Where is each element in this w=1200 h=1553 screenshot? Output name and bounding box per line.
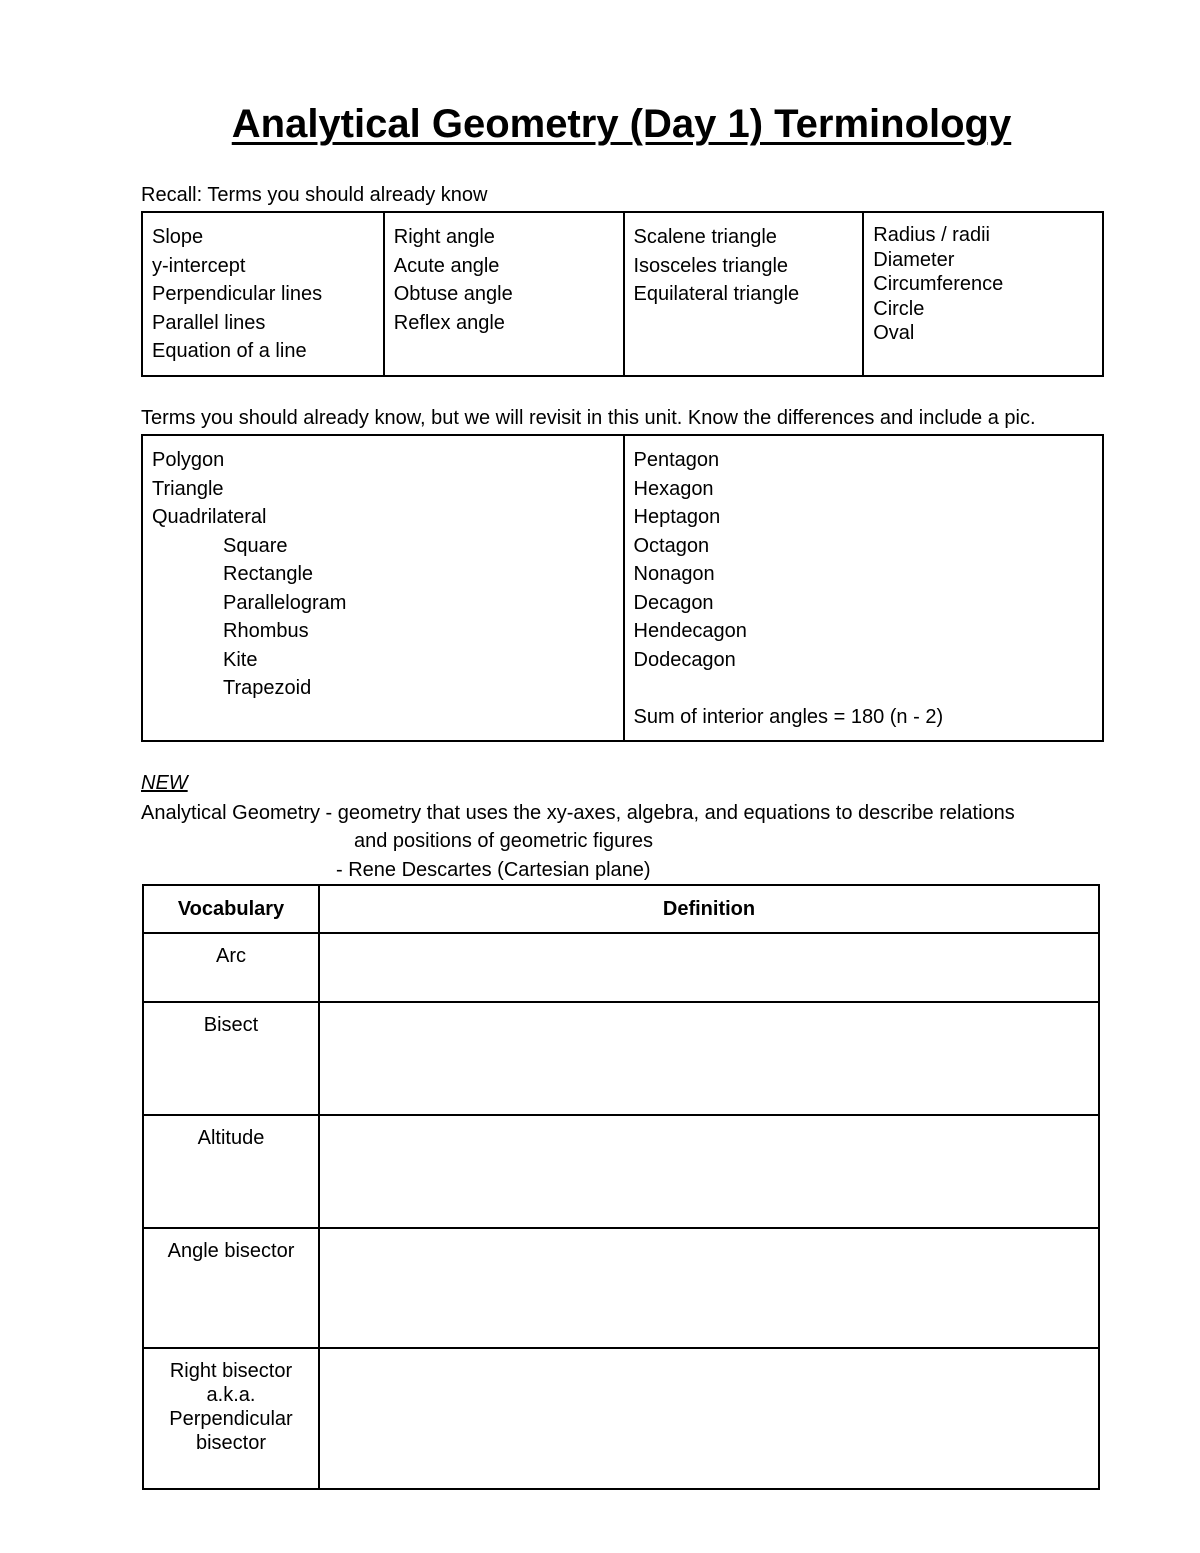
term: Hendecagon xyxy=(633,620,747,642)
recall-column-3 xyxy=(623,213,863,375)
page-title: Analytical Geometry (Day 1) Terminology xyxy=(231,102,1012,146)
definition-cell[interactable] xyxy=(319,1228,1099,1348)
recall-column-2 xyxy=(383,213,623,375)
revisit-terms-box xyxy=(141,434,1104,742)
vocab-term xyxy=(143,1002,319,1115)
term-line: Bisect xyxy=(203,1014,259,1036)
analytical-geometry-definition-cont: and positions of geometric figures xyxy=(354,830,654,852)
term: Circle xyxy=(873,297,925,320)
term-line: Altitude xyxy=(197,1127,265,1149)
vocabulary-header: Vocabulary xyxy=(143,885,319,933)
definition-header: Definition xyxy=(319,885,1099,933)
term: Decagon xyxy=(633,591,714,614)
term: Isosceles triangle xyxy=(633,254,789,277)
term: y-intercept xyxy=(152,254,246,277)
vocab-term xyxy=(143,1115,319,1228)
revisit-heading: Terms you should already know, but we will revisit in this unit. Know the differences and include a pic. xyxy=(141,407,1036,429)
definition-cell[interactable] xyxy=(319,1002,1099,1115)
term: Obtuse angle xyxy=(393,283,513,305)
term: Reflex angle xyxy=(393,311,505,334)
term: Perpendicular lines xyxy=(152,283,323,305)
term: Dodecagon xyxy=(633,648,736,671)
term: Parallelogram xyxy=(223,591,347,614)
analytical-geometry-definition: Analytical Geometry - geometry that uses the xy-axes, algebra, and equations to describe relations xyxy=(141,802,1015,824)
term: Diameter xyxy=(873,248,955,271)
definition-cell[interactable] xyxy=(319,1348,1099,1489)
recall-column-4 xyxy=(862,213,1102,375)
term: Equation of a line xyxy=(152,340,307,362)
table-row xyxy=(143,933,1099,1002)
descartes-note: - Rene Descartes (Cartesian plane) xyxy=(336,859,651,881)
term: Trapezoid xyxy=(223,677,312,699)
term: Scalene triangle xyxy=(633,226,777,248)
definition-cell[interactable] xyxy=(319,1115,1099,1228)
term: Quadrilateral xyxy=(152,506,267,528)
term: Kite xyxy=(223,648,258,671)
term: Slope xyxy=(152,226,204,248)
interior-angle-formula: Sum of interior angles = 180 (n - 2) xyxy=(633,705,944,728)
vocab-term xyxy=(143,933,319,1002)
table-header-row xyxy=(143,885,1099,933)
term: Rectangle xyxy=(223,563,314,585)
vocabulary-table xyxy=(142,884,1100,1490)
recall-column-1 xyxy=(143,213,383,375)
term-line: Right bisector xyxy=(169,1360,293,1382)
term-line: bisector xyxy=(195,1432,267,1454)
term-line: Perpendicular xyxy=(169,1408,293,1430)
term: Pentagon xyxy=(633,449,720,471)
term: Acute angle xyxy=(393,254,500,277)
term: Hexagon xyxy=(633,477,714,500)
spacer xyxy=(634,674,1103,703)
revisit-column-left xyxy=(143,436,623,740)
term: Heptagon xyxy=(633,506,721,528)
term-line: a.k.a. xyxy=(206,1384,256,1406)
recall-heading: Recall: Terms you should already know xyxy=(141,184,488,206)
definition-cell[interactable] xyxy=(319,933,1099,1002)
term: Right angle xyxy=(393,226,495,248)
table-row xyxy=(143,1348,1099,1489)
term: Radius / radii xyxy=(873,224,990,246)
term-line: Angle bisector xyxy=(167,1240,295,1262)
term: Equilateral triangle xyxy=(633,283,800,305)
vocab-term xyxy=(143,1348,319,1489)
table-row xyxy=(143,1228,1099,1348)
term: Octagon xyxy=(633,534,710,557)
table-row xyxy=(143,1115,1099,1228)
revisit-column-right xyxy=(623,436,1103,740)
term: Rhombus xyxy=(223,620,309,642)
term: Circumference xyxy=(873,273,1004,295)
term: Parallel lines xyxy=(152,311,266,334)
term: Triangle xyxy=(152,477,224,500)
table-row xyxy=(143,1002,1099,1115)
term: Polygon xyxy=(152,449,225,471)
recall-terms-box xyxy=(141,211,1104,377)
vocab-term xyxy=(143,1228,319,1348)
term: Square xyxy=(223,534,288,557)
new-section-label: NEW xyxy=(141,772,188,794)
term: Nonagon xyxy=(633,563,715,585)
term-line: Arc xyxy=(216,945,246,967)
term: Oval xyxy=(873,322,915,344)
